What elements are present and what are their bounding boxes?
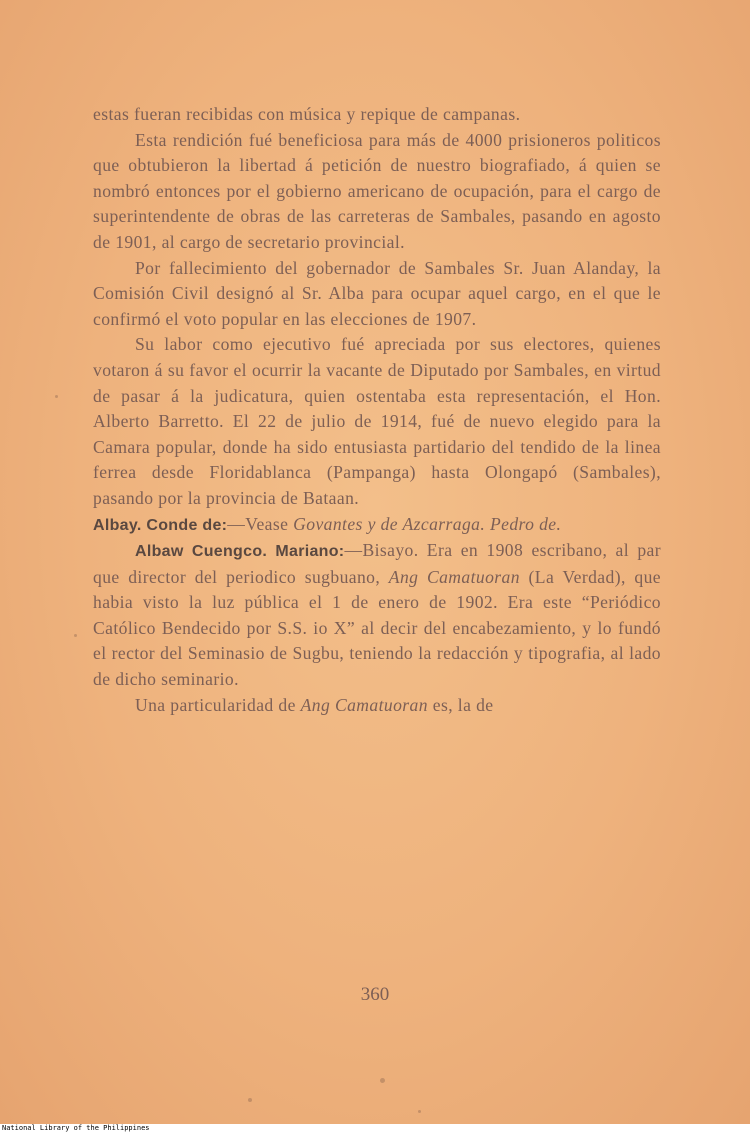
paper-spot <box>74 634 77 637</box>
paragraph-2: Esta rendición fué beneficiosa para más de 4000 prisioneros politicos que obtubieron la libertad á petición de nuestro biografiado, á quien se nombró entonces por el gobierno americano de ocupación, para el cargo de superintendente de obras de las carreteras de Sambales, pasando en agosto de 1901, al cargo de secretario provincial. <box>93 129 661 252</box>
entry-albay <box>93 512 661 539</box>
entry-albaw <box>93 538 661 693</box>
page-body-text <box>93 102 661 718</box>
page-number: 360 <box>360 984 390 1005</box>
last-line-text-1: Una particularidad de <box>135 694 296 715</box>
paper-spot <box>55 395 58 398</box>
entry-albay-reference: Govantes y de Azcarraga. Pedro de. <box>293 513 562 534</box>
entry-albaw-text-2: (La Verdad), que habia visto la luz pública el 1 de enero de 1902. Era este “Periódico Católico Bendecido por S.S. io X” al decir del encabezamiento, y lo fundó el rector del Seminasio de Sugbu, teniendo la redacción y tipografia, al lado de dicho seminario. <box>93 566 661 690</box>
paragraph-4: Su labor como ejecutivo fué apreciada por sus electores, quienes votaron á su favor el ocurrir la vacante de Diputado por Sambales, en virtud de pasar á la judicatura, quien ostentaba esta representación, el Hon. Alberto Barretto. El 22 de julio de 1914, fué de nuevo elegido para la Camara popular, donde ha sido entusiasta partidario del tendido de la linea ferrea desde Floridablanca (Pampanga) hasta Olongapó (Sambales), pasando por la provincia de Bataan. <box>93 334 661 508</box>
entry-albay-text: —Vease <box>227 513 289 534</box>
entry-albaw-text-1: —Bisayo. Era en 1908 escribano, al par que director del periodico sugbuano, <box>93 540 661 587</box>
paragraph-1: estas fueran recibidas con música y repique de campanas. <box>93 104 521 124</box>
paper-spot <box>248 1098 252 1102</box>
footer-credit: National Library of the Philippines <box>2 1124 150 1132</box>
last-line <box>93 693 661 719</box>
last-line-title: Ang Camatuoran <box>300 694 428 715</box>
entry-albaw-heading: Albaw Cuengco. Mariano: <box>135 543 345 561</box>
entry-albay-heading: Albay. Conde de: <box>93 516 228 534</box>
paper-spot <box>380 1078 385 1083</box>
entry-albaw-title: Ang Camatuoran <box>388 566 520 587</box>
paragraph-3: Por fallecimiento del gobernador de Sambales Sr. Juan Alanday, la Comisión Civil designó al Sr. Alba para ocupar aquel cargo, en el que le confirmó el voto popular en las elecciones de 1907. <box>93 257 661 329</box>
paper-spot <box>418 1110 421 1113</box>
last-line-text-2: es, la de <box>432 694 494 715</box>
